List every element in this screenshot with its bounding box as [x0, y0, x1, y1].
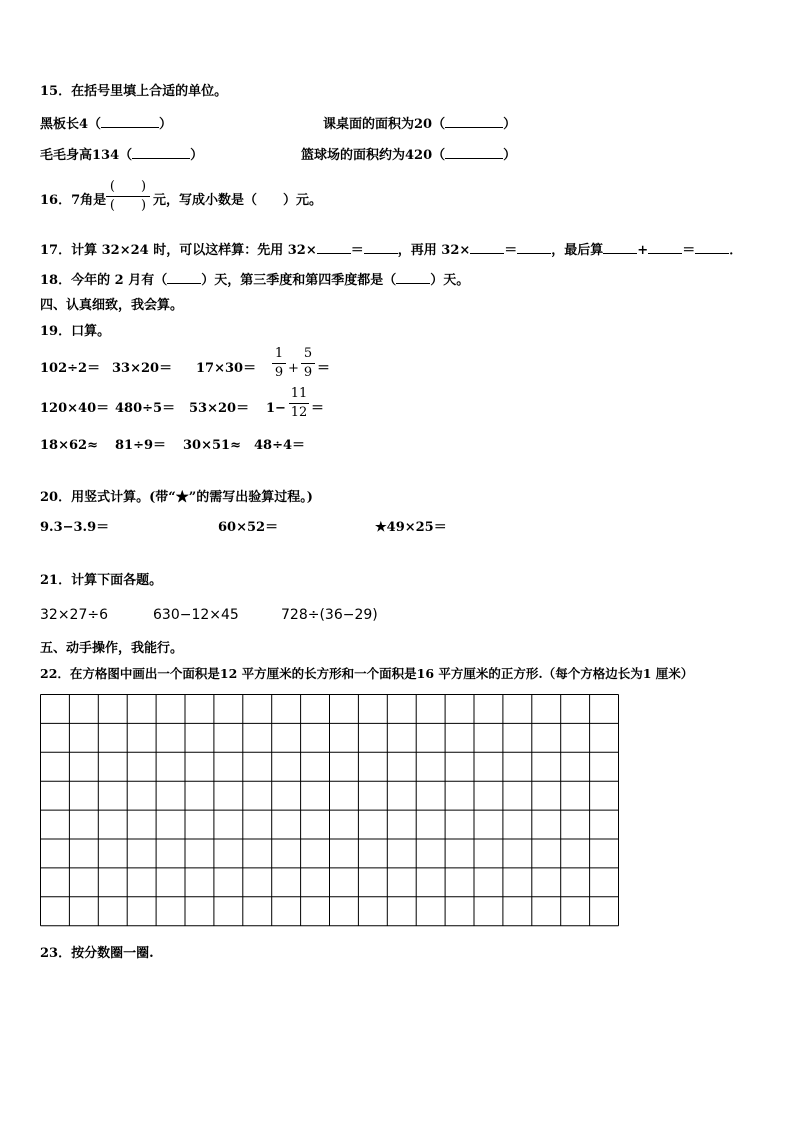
- fraction-bar: [106, 196, 150, 197]
- answer-blank[interactable]: [167, 271, 201, 284]
- equals-sign: ＝: [311, 401, 325, 416]
- q19-calc: 17×30＝: [196, 361, 257, 376]
- q18-text: 18．今年的 2 月有（ ）天，第三季度和第四季度都是（ ）天。: [40, 273, 470, 288]
- q19-calc: 33×20＝: [112, 361, 173, 376]
- answer-blank[interactable]: [396, 271, 430, 284]
- answer-blank[interactable]: [317, 241, 351, 254]
- q20-item: 60×52＝: [218, 520, 279, 535]
- q15-item-blackboard: 黑板长4（ ）: [40, 117, 173, 132]
- answer-blank[interactable]: [695, 241, 729, 254]
- q19-calc: 53×20＝: [189, 401, 250, 416]
- q19-whole: 1−: [266, 401, 286, 416]
- answer-blank[interactable]: [445, 115, 503, 128]
- fraction-11-12: 11 12: [290, 386, 308, 420]
- equals-sign: ＝: [317, 361, 331, 376]
- section-5-heading: 五、动手操作，我能行。: [40, 641, 184, 656]
- answer-blank[interactable]: [132, 146, 190, 159]
- q19-calc: 30×51≈: [183, 438, 241, 453]
- q20-title: 20．用竖式计算。(带“★”的需写出验算过程。): [40, 490, 313, 505]
- q17-text: 17．计算 32×24 时，可以这样算：先用 32× ＝ ，再用 32× ＝ ，最后算 + ＝ ．: [40, 243, 743, 258]
- section-4-heading: 四、认真细致，我会算。: [40, 298, 184, 313]
- q15-item-desk: 课桌面的面积为20（ ）: [323, 117, 517, 132]
- q19-calc: 480÷5＝: [115, 401, 176, 416]
- answer-blank[interactable]: [101, 115, 159, 128]
- q22-title: 22．在方格图中画出一个面积是12 平方厘米的长方形和一个面积是16 平方厘米的正方形.（每个方格边长为1 厘米）: [40, 666, 694, 681]
- fraction-1-9: 1 9: [272, 347, 286, 380]
- answer-blank[interactable]: [603, 241, 637, 254]
- square-grid[interactable]: [40, 694, 620, 936]
- fraction-denominator: ( ): [109, 198, 147, 213]
- answer-blank[interactable]: [364, 241, 398, 254]
- q20-item: 9.3−3.9＝: [40, 520, 110, 535]
- q16-prefix: 16．7角是: [40, 193, 107, 208]
- q19-calc: 81÷9＝: [115, 438, 167, 453]
- fraction-5-9: 5 9: [301, 347, 315, 380]
- q19-calc: 102÷2＝: [40, 361, 101, 376]
- q21-title: 21．计算下面各题。: [40, 573, 163, 588]
- answer-blank[interactable]: [470, 241, 504, 254]
- answer-blank[interactable]: [648, 241, 682, 254]
- fraction-numerator: ( ): [109, 179, 147, 194]
- answer-blank[interactable]: [445, 146, 503, 159]
- q15-title: 15．在括号里填上合适的单位。: [40, 84, 228, 99]
- q23-title: 23．按分数圈一圈.: [40, 946, 154, 961]
- q21-expression: 728÷(36−29): [281, 607, 378, 623]
- q20-item: ★49×25＝: [375, 520, 447, 535]
- q21-expression: 630−12×45: [153, 607, 239, 623]
- q19-calc: 120×40＝: [40, 401, 110, 416]
- q19-calc: 48÷4＝: [254, 438, 306, 453]
- q15-item-height: 毛毛身高134（ ）: [40, 148, 204, 163]
- q15-item-court: 篮球场的面积约为420（ ）: [301, 148, 517, 163]
- q16-suffix: 元，写成小数是（ ）元。: [153, 193, 323, 208]
- q19-calc: 18×62≈: [40, 438, 98, 453]
- plus-sign: +: [288, 361, 299, 376]
- answer-blank[interactable]: [517, 241, 551, 254]
- q16-fraction[interactable]: [106, 180, 150, 213]
- q21-expression: 32×27÷6: [40, 607, 108, 623]
- q19-title: 19．口算。: [40, 324, 111, 339]
